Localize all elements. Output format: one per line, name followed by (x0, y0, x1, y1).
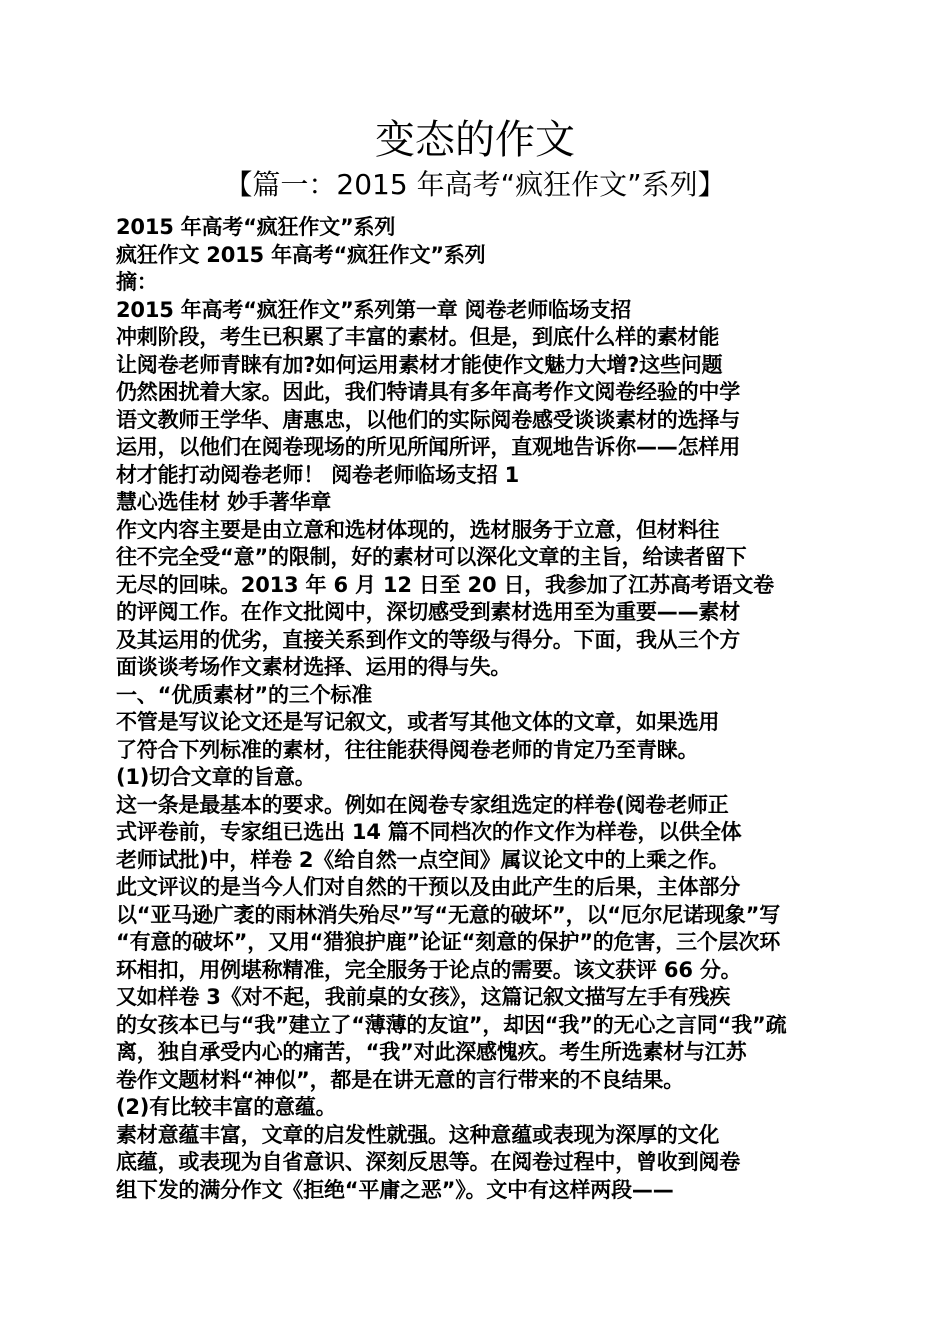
text-line: 往不完全受“意”的限制，好的素材可以深化文章的主旨，给读者留下 (116, 545, 747, 569)
text-line: 了符合下列标准的素材，往往能获得阅卷老师的肯定乃至青睐。 (116, 737, 699, 762)
text-line: “有意的破坏”，又用“猎狼护鹿”论证“刻意的保护”的危害，三个层次环 (116, 930, 781, 954)
text-line: 以“亚马逊广袤的雨林消失殆尽”写“无意的破坏”，以“厄尔尼诺现象”写 (116, 902, 781, 927)
text-line: 疯狂作文 2015 年高考“疯狂作文”系列 (116, 242, 486, 267)
text-line: 不管是写议论文还是写记叙文，或者写其他文体的文章，如果选用 (116, 710, 720, 734)
text-line: 老师试批)中，样卷 2《给自然一点空间》属议论文中的上乘之作。 (116, 847, 730, 872)
text-line: 让阅卷老师青睐有加?如何运用素材才能使作文魅力大增?这些问题 (116, 352, 723, 377)
text-line: 的评阅工作。在作文批阅中，深切感受到素材选用至为重要——素材 (116, 600, 740, 624)
text-line: 仍然困扰着大家。因此，我们特请具有多年高考作文阅卷经验的中学 (116, 380, 740, 404)
text-line: 2015 年高考“疯狂作文”系列第一章 阅卷老师临场支招 (116, 297, 632, 322)
text-line: 又如样卷 3《对不起，我前桌的女孩》，这篇记叙文描写左手有残疾 (116, 985, 731, 1009)
text-line: 面谈谈考场作文素材选择、运用的得与失。 (116, 655, 512, 679)
text-line: 离，独自承受内心的痛苦，“我”对此深感愧疚。考生所选素材与江苏 (116, 1040, 747, 1064)
text-line: 这一条是最基本的要求。例如在阅卷专家组选定的样卷(阅卷老师正 (116, 792, 729, 817)
text-line: 材才能打动阅卷老师！ 阅卷老师临场支招 1 (116, 462, 520, 487)
text-line: 2015 年高考“疯狂作文”系列 (116, 215, 396, 239)
text-line: 摘： (116, 270, 158, 294)
text-line: 组下发的满分作文《拒绝“平庸之恶”》。文中有这样两段—— (116, 1177, 674, 1202)
document-subtitle: 【篇一：2015 年高考“疯狂作文”系列】 (224, 168, 726, 201)
text-line: 语文教师王学华、唐惠忠，以他们的实际阅卷感受谈谈素材的选择与 (116, 407, 740, 432)
text-line: 式评卷前，专家组已选出 14 篇不同档次的作文作为样卷，以供全体 (116, 820, 742, 844)
text-line: 此文评议的是当今人们对自然的干预以及由此产生的后果，主体部分 (116, 875, 740, 899)
text-line: 底蕴，或表现为自省意识、深刻反思等。在阅卷过程中，曾收到阅卷 (116, 1150, 740, 1174)
text-line: 素材意蕴丰富，文章的启发性就强。这种意蕴或表现为深厚的文化 (116, 1122, 720, 1147)
text-line: 慧心选佳材 妙手著华章 (116, 490, 332, 514)
text-line: 作文内容主要是由立意和选材体现的，选材服务于立意，但材料往 (116, 517, 720, 542)
document-title: 变态的作文 (375, 117, 575, 163)
text-line: 环相扣，用例堪称精准，完全服务于论点的需要。该文获评 66 分。 (116, 957, 742, 982)
text-line: 运用，以他们在阅卷现场的所见所闻所评，直观地告诉你——怎样用 (116, 435, 740, 459)
text-line: 一、“优质素材”的三个标准 (116, 682, 373, 707)
text-line: 的女孩本已与“我”建立了“薄薄的友谊”，却因“我”的无心之言同“我”疏 (116, 1012, 787, 1037)
document-body (116, 214, 836, 1204)
text-line: 及其运用的优劣，直接关系到作文的等级与得分。下面，我从三个方 (116, 627, 740, 652)
text-line: (1)切合文章的旨意。 (116, 765, 316, 789)
text-line: (2)有比较丰富的意蕴。 (116, 1095, 337, 1119)
text-line: 卷作文题材料“神似”，都是在讲无意的言行带来的不良结果。 (116, 1067, 685, 1092)
text-line: 冲刺阶段，考生已积累了丰富的素材。但是，到底什么样的素材能 (116, 325, 720, 349)
text-line: 无尽的回味。2013 年 6 月 12 日至 20 日，我参加了江苏高考语文卷 (116, 572, 774, 597)
